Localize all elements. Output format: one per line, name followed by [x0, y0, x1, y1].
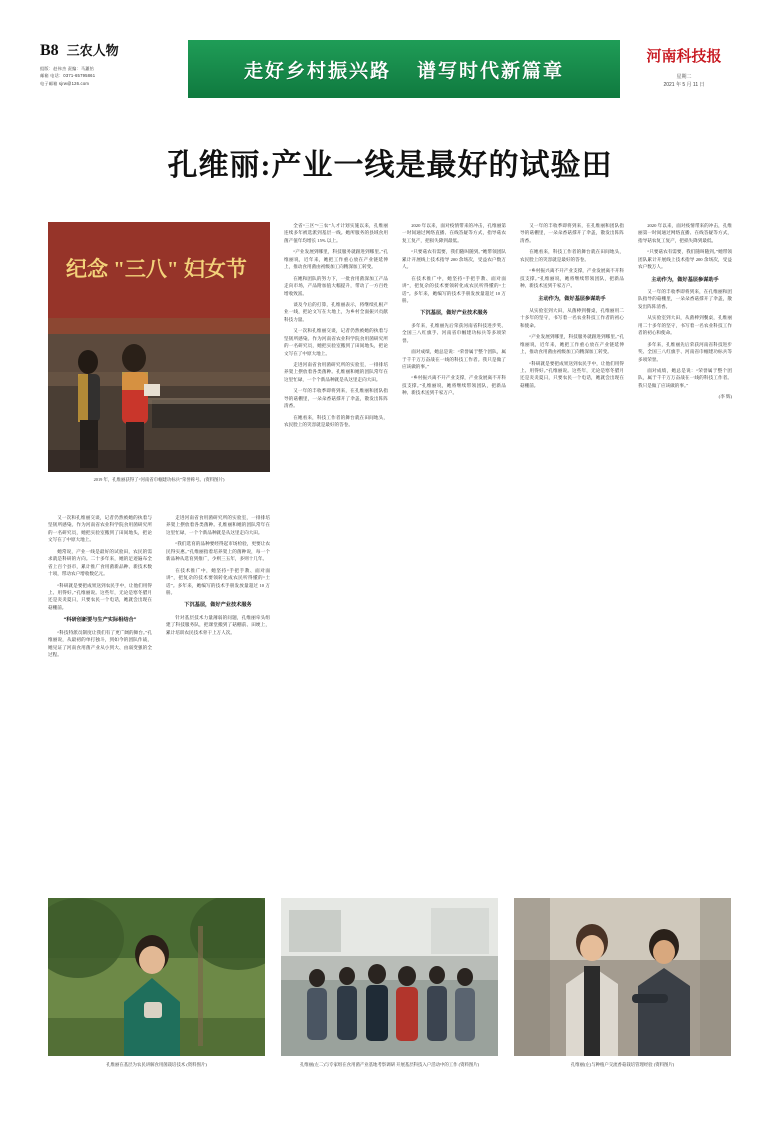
article-byline: (李 辉): [718, 394, 732, 400]
meta-line-2: 电子邮箱 sjrw@126.com: [40, 80, 90, 86]
paragraph: 全省“三区”“三农”人才计划实施以来，孔维丽连续多年被选派到基层一线。她所服务的县域食用菌产值年均增长 15% 以上。: [284, 223, 388, 243]
section-name: 三农人物: [66, 43, 119, 58]
photo-interview: [514, 898, 731, 1056]
photo-group-visit-art: [281, 898, 498, 1056]
paragraph: 在她和团队的努力下，一批食用菌深加工产品走向市场，产品附加值大幅提升，带动了一方百姓增收致富。: [284, 275, 388, 296]
paragraph: “科研就是要把成果送到农民手中，让他们用得上、用得好。”孔维丽说。这些年，无论是寒冬腊月还是炎炎夏日，只要农民一个电话，她就会出现在菇棚前。: [520, 360, 624, 388]
issue-weekday: 星期二: [676, 73, 692, 80]
issue-date-text: 2021 年 5 月 11 日: [663, 81, 705, 88]
paragraph: “我们选育的品种要经得起市场检验，更要让农民得实惠。”孔维丽指着培养架上的菌种说，每一个新品种从选育到推广，少则三五年，多则十几年。: [166, 541, 270, 562]
masthead-left: [40, 40, 188, 98]
paragraph: “乡村振兴离不开产业支撑，产业发展离不开科技支撑。”孔维丽说，她将继续带领团队，把新品种、新技术送到千家万户。: [520, 268, 624, 289]
paragraph: 又一次和孔维丽交谈，记者仍然被她的执着与坚韧所感染。作为河南省农业科学院食用菌研究所的一名研究员，她把实验室搬到了田间地头，把论文写在了中原大地上。: [48, 515, 152, 543]
masthead-right: [620, 40, 740, 98]
paragraph: 在技术推广中，她坚持“手把手教、面对面讲”，把复杂的技术要领转化成农民听得懂的“土话”。多年来，她编写的技术手册发放量超过 10 万册。: [166, 567, 270, 595]
text-column-3: [284, 222, 388, 870]
paragraph: “乡村振兴离不开产业支撑，产业发展离不开科技支撑。”孔维丽说，她将继续带领团队，把新品种、新技术送到千家万户。: [402, 375, 506, 396]
masthead-meta: [40, 65, 182, 87]
paragraph: “科研就是要把成果送到农民手中，让他们用得上、用得好。”孔维丽说。这些年，无论是寒冬腊月还是炎炎夏日，只要农民一个电话，她就会出现在菇棚前。: [48, 582, 152, 610]
photo-interview-art: [514, 898, 731, 1056]
paragraph: 2020 年以来，面对疫情带来的冲击，孔维丽第一时间通过网络直播、在线答疑等方式，指导菇农复工复产，把损失降到最低。: [638, 223, 732, 243]
paragraph: 谈及今后的打算，孔维丽表示，将继续扎根产业一线，把论文写在大地上，为乡村全面振兴贡献科技力量。: [284, 301, 388, 322]
photo-interview-caption: 孔维丽(左)与种植户交流香菇栽培管理经验 (资料图片): [570, 1062, 675, 1067]
text-column-5: [520, 222, 624, 870]
paragraph: 又一年的丰收季即将到来，在孔维丽和团队指导的菇棚里，一朵朵香菇撑开了伞盖，散发出阵阵清香。: [520, 223, 624, 243]
masthead: [40, 40, 740, 98]
paragraph: 又一年的丰收季即将到来，在孔维丽和团队指导的菇棚里，一朵朵香菇撑开了伞盖，散发出阵阵清香。: [638, 289, 732, 309]
article-body: [48, 222, 732, 870]
paragraph: 在技术推广中，她坚持“手把手教、面对面讲”，把复杂的技术要领转化成农民听得懂的“土话”。多年来，她编写的技术手册发放量超过 10 万册。: [402, 275, 506, 303]
article-headline: 孔维丽:产业一线是最好的试验田: [167, 149, 613, 182]
bottom-photo-2: [281, 898, 498, 1108]
page-number: B8: [40, 42, 59, 59]
text-column-1: [48, 514, 152, 662]
paper-logo: 河南科技报: [646, 49, 722, 66]
paragraph: 她常说，产业一线是最好的试验田，农民的需求就是科研的方向。二十多年来，她的足迹遍布全省上百个县市，累计推广食用菌新品种、新技术数十项，带动农户增收数亿元。: [48, 548, 152, 577]
paragraph: “只要菇农有需要，我们随叫随到。”她带领团队累计开展线上技术指导 200 余场次，受益农户数万人。: [638, 249, 732, 270]
photo-award-ceremony-caption: 2019 年，孔维丽获得了“河南省巾帼建功标兵”荣誉称号。(资料图片): [93, 477, 225, 482]
paragraph: 走进河南省食用菌研究所的实验室，一排排培养架上摆放着各类菌种。孔维丽和她的团队常年在这里忙碌，一个个新品种就是从这里走向大田。: [166, 515, 270, 535]
text-column-2: [166, 514, 270, 640]
bottom-photo-strip: [48, 898, 732, 1108]
paragraph: 在她看来，科技工作者的舞台就在田间地头，农民脸上的笑容就是最好的答卷。: [520, 249, 624, 262]
text-column-4: [402, 222, 506, 870]
subheading: 下沉基层，做好产业技术服务: [184, 602, 252, 609]
subheading: 主动作为，做好基层参谋助手: [651, 276, 719, 283]
paragraph: “产业发展到哪里，科技服务就跟进到哪里。”孔维丽说，近年来，她把工作重心放在产业链延伸上，推动食用菌由初级加工向精深加工转变。: [520, 334, 624, 355]
paragraph: 又一年的丰收季即将到来，在孔维丽和团队指导的菇棚里，一朵朵香菇撑开了伞盖，散发出阵阵清香。: [284, 388, 388, 409]
paragraph: 多年来，孔维丽先后荣获河南省科技进步奖、全国三八红旗手、河南省巾帼建功标兵等多项荣誉。: [638, 341, 732, 362]
photo-award-ceremony-art: [48, 222, 270, 472]
bottom-photo-1: [48, 898, 265, 1108]
page-identifier: [40, 40, 182, 60]
paragraph: 针对基层技术力量薄弱的问题，孔维丽牵头组建了科技服务队，把课堂搬到了菇棚前、田埂上，累计培训农民技术骨干上万人次。: [166, 614, 270, 635]
paragraph: “科技特派员制度让我们有了更广阔的舞台。”孔维丽说，从最初的单打独斗，到如今的团队作战，她见证了河南食用菌产业从小到大、由弱变强的全过程。: [48, 629, 152, 657]
banner-slogan: [188, 40, 620, 98]
subheading: “科研创新要与生产实际相结合”: [63, 617, 137, 624]
meta-line-0: 组版：赵伟杰 责编：马蕙怡: [40, 66, 95, 71]
paragraph: 走进河南省食用菌研究所的实验室，一排排培养架上摆放着各类菌种。孔维丽和她的团队常年在这里忙碌，一个个新品种就是从这里走向大田。: [284, 362, 388, 382]
subheading: 主动作为，做好基层参谋助手: [538, 295, 606, 302]
photo-group-visit: [281, 898, 498, 1056]
bottom-photo-3: [514, 898, 731, 1108]
banner-slogan-left: 走好乡村振兴路: [243, 60, 391, 82]
photo-award-ceremony: [48, 222, 270, 472]
issue-date: [628, 73, 740, 89]
subheading: 下沉基层，做好产业技术服务: [420, 310, 488, 317]
paragraph: 面对成绩，她总是说：“荣誉属于整个团队，属于千千万万奋战在一线的科技工作者。我只是做了应该做的事。”: [638, 367, 732, 388]
text-column-6: [638, 222, 732, 870]
paragraph: “只要菇农有需要，我们随叫随到。”她带领团队累计开展线上技术指导 200 余场次，受益农户数万人。: [402, 249, 506, 270]
photo-group-visit-caption: 孔维丽(左二)与专家组在食用菌产业基地考察调研 开展基层科技入户活动中的工作 (资料图片): [299, 1062, 480, 1067]
paragraph: 多年来，孔维丽先后荣获河南省科技进步奖、全国三八红旗手、河南省巾帼建功标兵等多项荣誉。: [402, 322, 506, 343]
meta-line-1: 邮箱 电话：0371-65795861: [40, 73, 96, 79]
paragraph: 从实验室到大田，从菌棒到餐桌，孔维丽用二十多年的坚守，书写着一名农业科技工作者的初心和使命。: [638, 315, 732, 336]
paragraph: 在她看来，科技工作者的舞台就在田间地头，农民脸上的笑容就是最好的答卷。: [284, 414, 388, 428]
svg-text:纪念 "三八" 妇女节: 纪念 "三八" 妇女节: [66, 257, 247, 281]
paragraph: “产业发展到哪里，科技服务就跟进到哪里。”孔维丽说，近年来，她把工作重心放在产业链延伸上，推动食用菌由初级加工向精深加工转变。: [284, 249, 388, 270]
paragraph: 2020 年以来，面对疫情带来的冲击，孔维丽第一时间通过网络直播、在线答疑等方式，指导菇农复工复产，把损失降到最低。: [402, 223, 506, 243]
paragraph: 又一次和孔维丽交谈，记者仍然被她的执着与坚韧所感染。作为河南省农业科学院食用菌研究所的一名研究员，她把实验室搬到了田间地头，把论文写在了中原大地上。: [284, 328, 388, 356]
banner-slogan-right: 谱写时代新篇章: [417, 60, 565, 82]
photo-field-work-caption: 孔维丽在基层为农民讲解食用菌栽培技术 (资料图片): [106, 1062, 207, 1067]
photo-field-work-art: [48, 898, 265, 1056]
photo-field-work: [48, 898, 265, 1056]
paragraph: 面对成绩，她总是说：“荣誉属于整个团队，属于千千万万奋战在一线的科技工作者。我只是做了应该做的事。”: [402, 349, 506, 369]
paragraph: 从实验室到大田，从菌棒到餐桌，孔维丽用二十多年的坚守，书写着一名农业科技工作者的初心和使命。: [520, 307, 624, 328]
